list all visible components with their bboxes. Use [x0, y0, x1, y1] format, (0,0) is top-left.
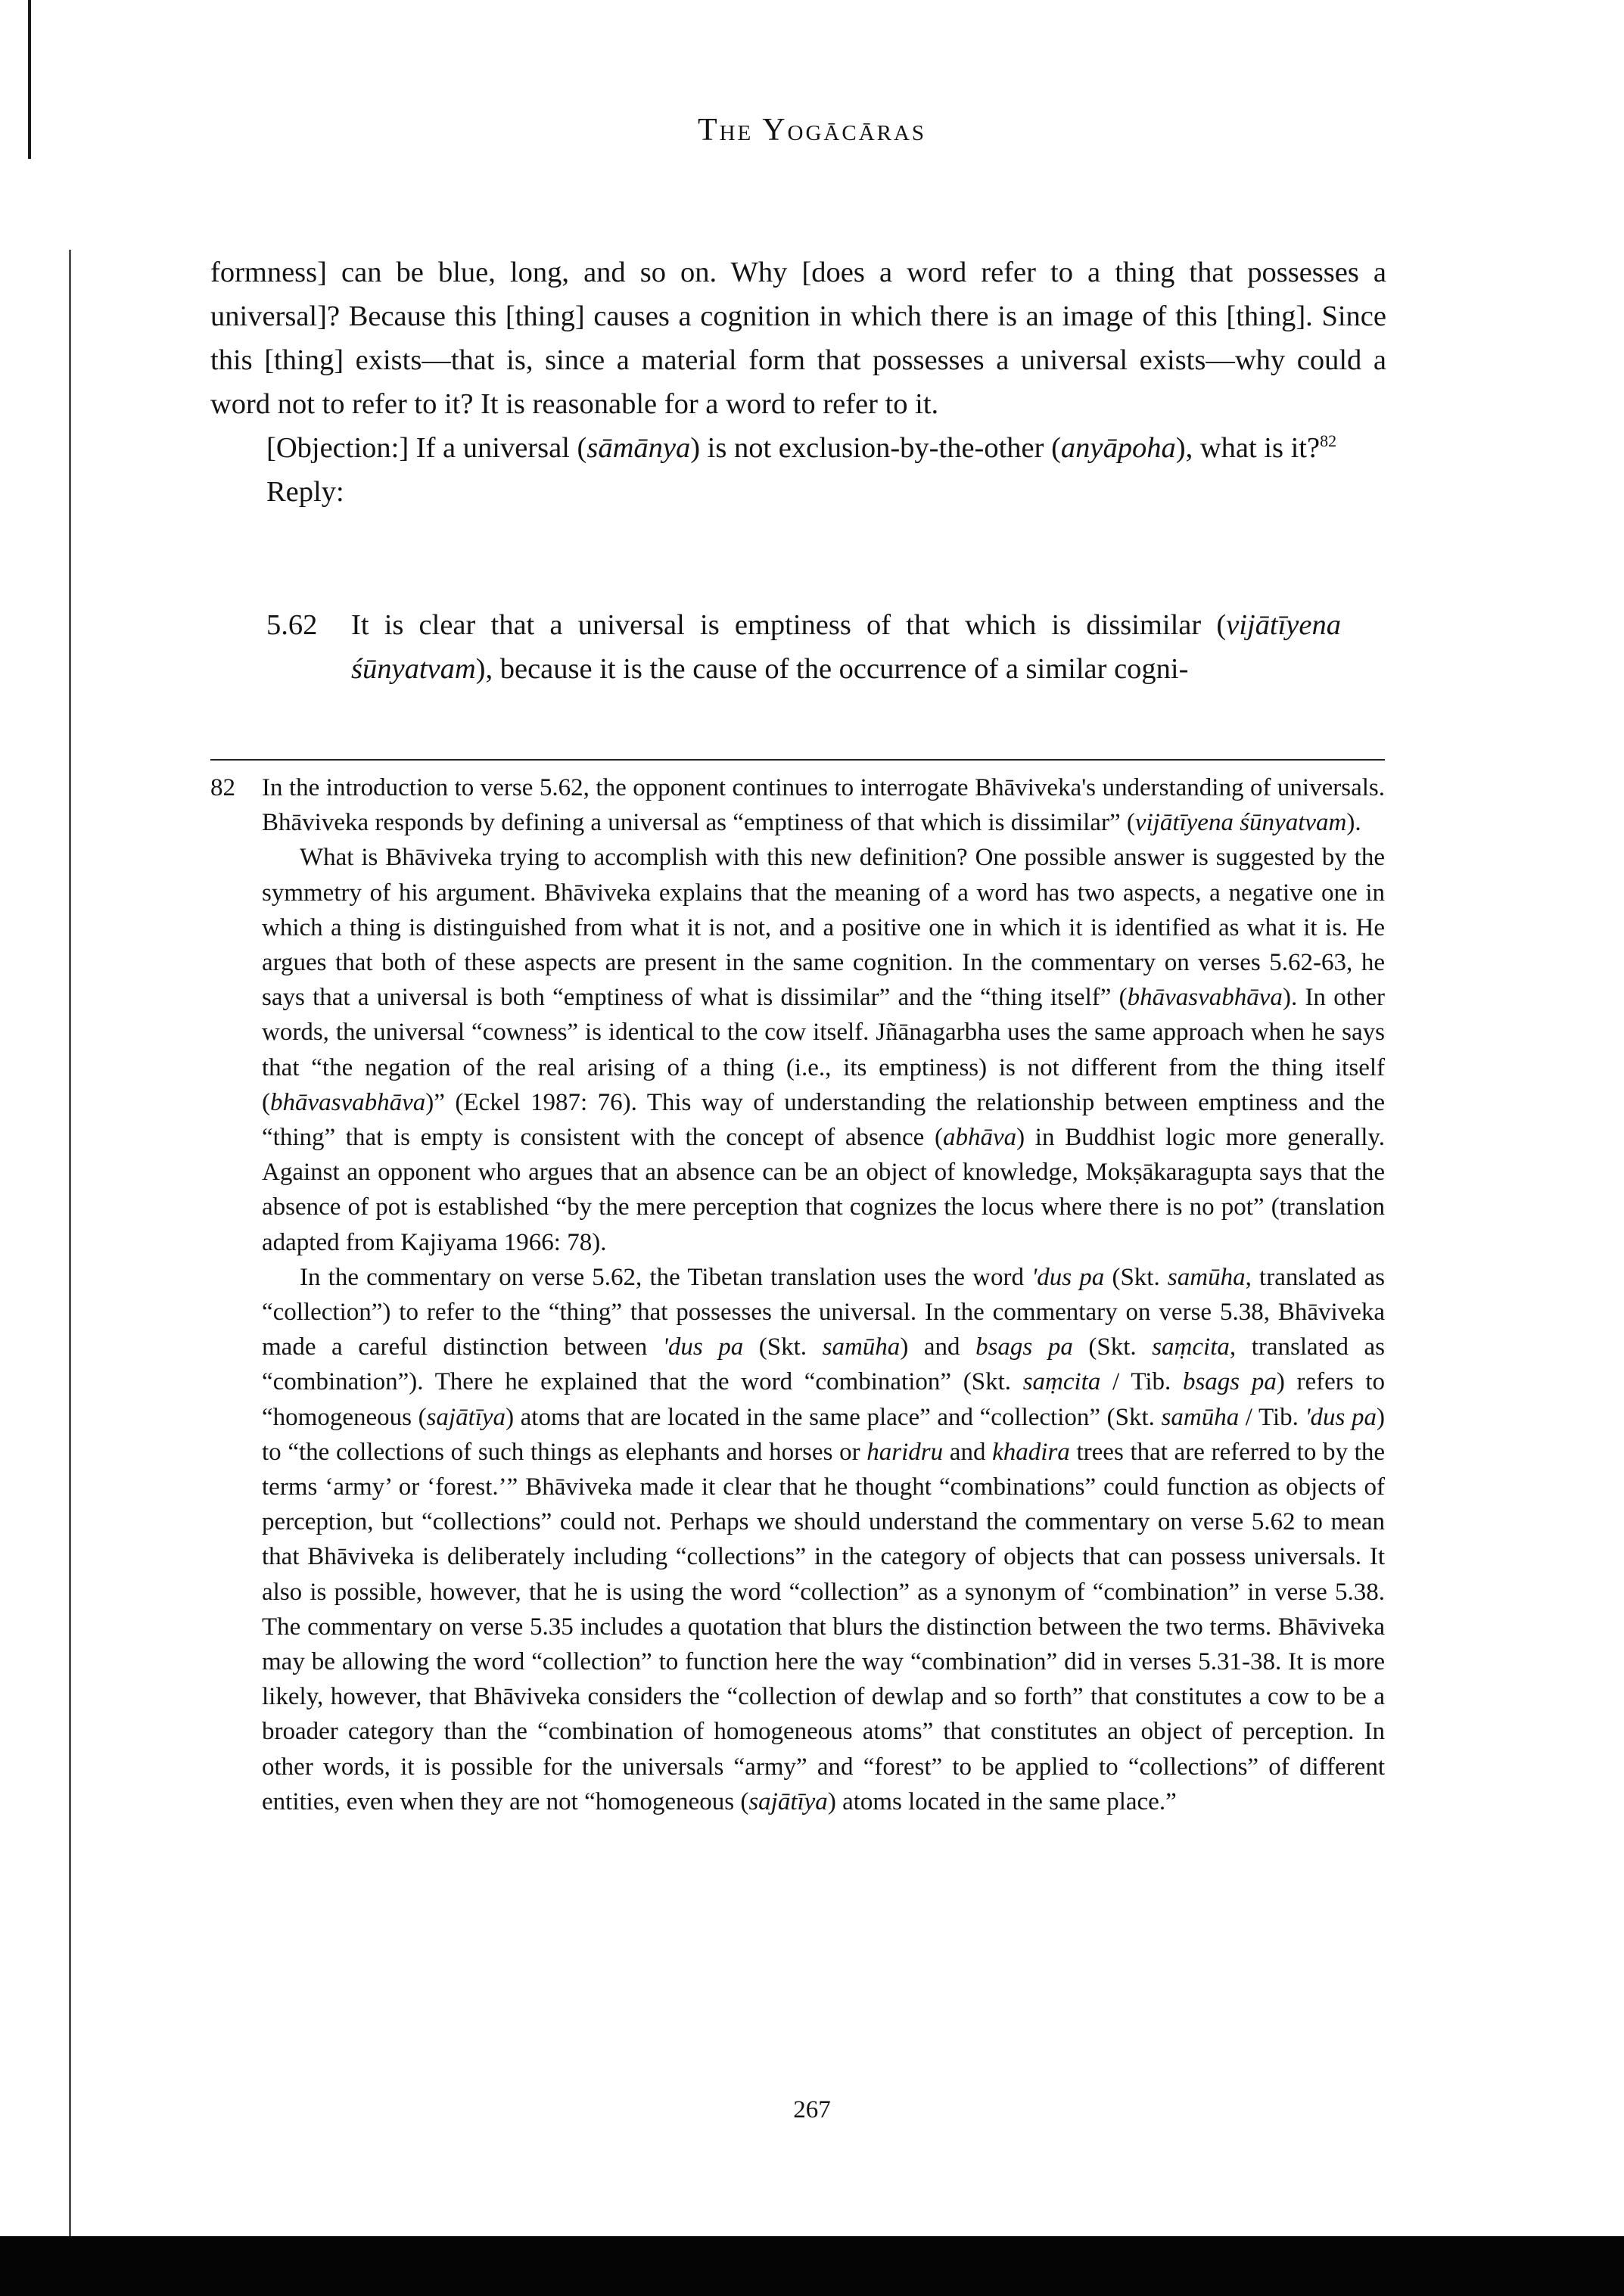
footnotes [210, 770, 1385, 1819]
footnote-divider [210, 759, 1385, 761]
term-samanya: sāmānya [586, 432, 691, 464]
footnote-paragraph-2: What is Bhāviveka trying to accomplish with this new definition? One possible answer is suggested by the symmetry of his argument. Bhāviveka explains that the meaning of a word has two aspects, a negative one in which a thing is distinguished from what it is not, and a positive one in which it is identified as what it is. He argues that both of these aspects are present in the same cognition. In the commentary on verses 5.62-63, he says that a universal is both “emptiness of what is dissimilar” and the “thing itself” (bhāvasvabhāva). In other words, the universal “cowness” is identical to the cow itself. Jñānagarbha uses the same approach when he says that “the negation of the real arising of a thing (i.e., its emptiness) is not different from the thing itself (bhāvasvabhāva)” (Eckel 1987: 76). This way of understanding the relationship between emptiness and the “thing” that is empty is consistent with the concept of absence (abhāva) in Buddhist logic more generally. Against an opponent who argues that an absence can be an object of knowledge, Mokṣākaragupta says that the absence of pot is established “by the mere perception that cognizes the locus where there is no pot” (translation adapted from Kajiyama 1966: 78). [262, 844, 1385, 1256]
footnote-paragraph-1: In the introduction to verse 5.62, the opponent continues to interrogate Bhāviveka's understanding of universals. Bhāviveka responds by defining a universal as “emptiness of that which is dissimilar” (vijātīyena śūnyatvam). [262, 774, 1385, 837]
footnote-paragraph-3: In the commentary on verse 5.62, the Tibetan translation uses the word 'dus pa (Skt. samūha, translated as “collection”) to refer to the “thing” that possesses the universal. In the commentary on verse 5.38, Bhāviveka made a careful distinction between 'dus pa (Skt. samūha) and bsags pa (Skt. saṃcita, translated as “combination”). There he explained that the word “combination” (Skt. saṃcita / Tib. bsags pa) refers to “homogeneous (sajātīya) atoms that are located in the same place” and “collection” (Skt. samūha / Tib. 'dus pa) to “the collections of such things as elephants and horses or haridru and khadira trees that are referred to by the terms ‘army’ or ‘forest.’” Bhāviveka made it clear that he thought “combinations” could function as objects of perception, but “collections” could not. Perhaps we should understand the commentary on verse 5.62 to mean that Bhāviveka is deliberately including “collections” in the category of objects that can possess universals. It also is possible, however, that he is using the word “collection” as a synonym of “combination” in verse 5.38. The commentary on verse 5.35 includes a quotation that blurs the distinction between the two terms. Bhāviveka may be allowing the word “collection” to function here the way “combination” did in verses 5.31-38. It is more likely, however, that Bhāviveka considers the “collection of dewlap and so forth” that constitutes a cow to be a broader category than the “combination of homogeneous atoms” that constitutes an object of perception. In other words, it is possible for the universals “army” and “forest” to be applied to “collections” of different entities, even when they are not “homogeneous (sajātīya) atoms located in the same place.” [262, 1263, 1386, 1815]
verse-block [266, 603, 1341, 691]
term-vijatiyena-sunyatvam: vijātīyena śūnyatvam [351, 609, 1341, 685]
verse-text: It is clear that a universal is emptiness of that which is dissimilar (vijātīyena śūnyatvam), because it is the cause of the occurrence of a similar cogni- [351, 609, 1341, 685]
main-paragraph-objection: [Objection:] If a universal (sāmānya) is not exclusion-by-the-other (anyāpoha), what is it?$^{82}$ [266, 431, 1337, 464]
running-header: The Yogācāras [697, 113, 927, 148]
footnote-reference[interactable]: 82 [1320, 431, 1337, 451]
verse-number: 5.62 [266, 609, 318, 641]
main-paragraph-1: formness] can be blue, long, and so on. Why [does a word refer to a thing that possesses a universal]? Because this [thing] causes a cognition in which there is an image of this [thing]. Since this [thing] exists—that is, since a material form that possesses a universal exists—why could a word not to refer to it? It is reasonable for a word to refer to it. [210, 257, 1386, 420]
page-number: 267 [793, 2096, 831, 2123]
binding-edge-line [69, 250, 71, 2255]
footnote-number: 82 [210, 774, 235, 801]
scan-bottom-shadow [0, 2236, 1624, 2296]
main-paragraph-reply: Reply: [266, 476, 344, 508]
main-text [210, 250, 1386, 514]
term-anyapoha: anyāpoha [1060, 432, 1176, 464]
